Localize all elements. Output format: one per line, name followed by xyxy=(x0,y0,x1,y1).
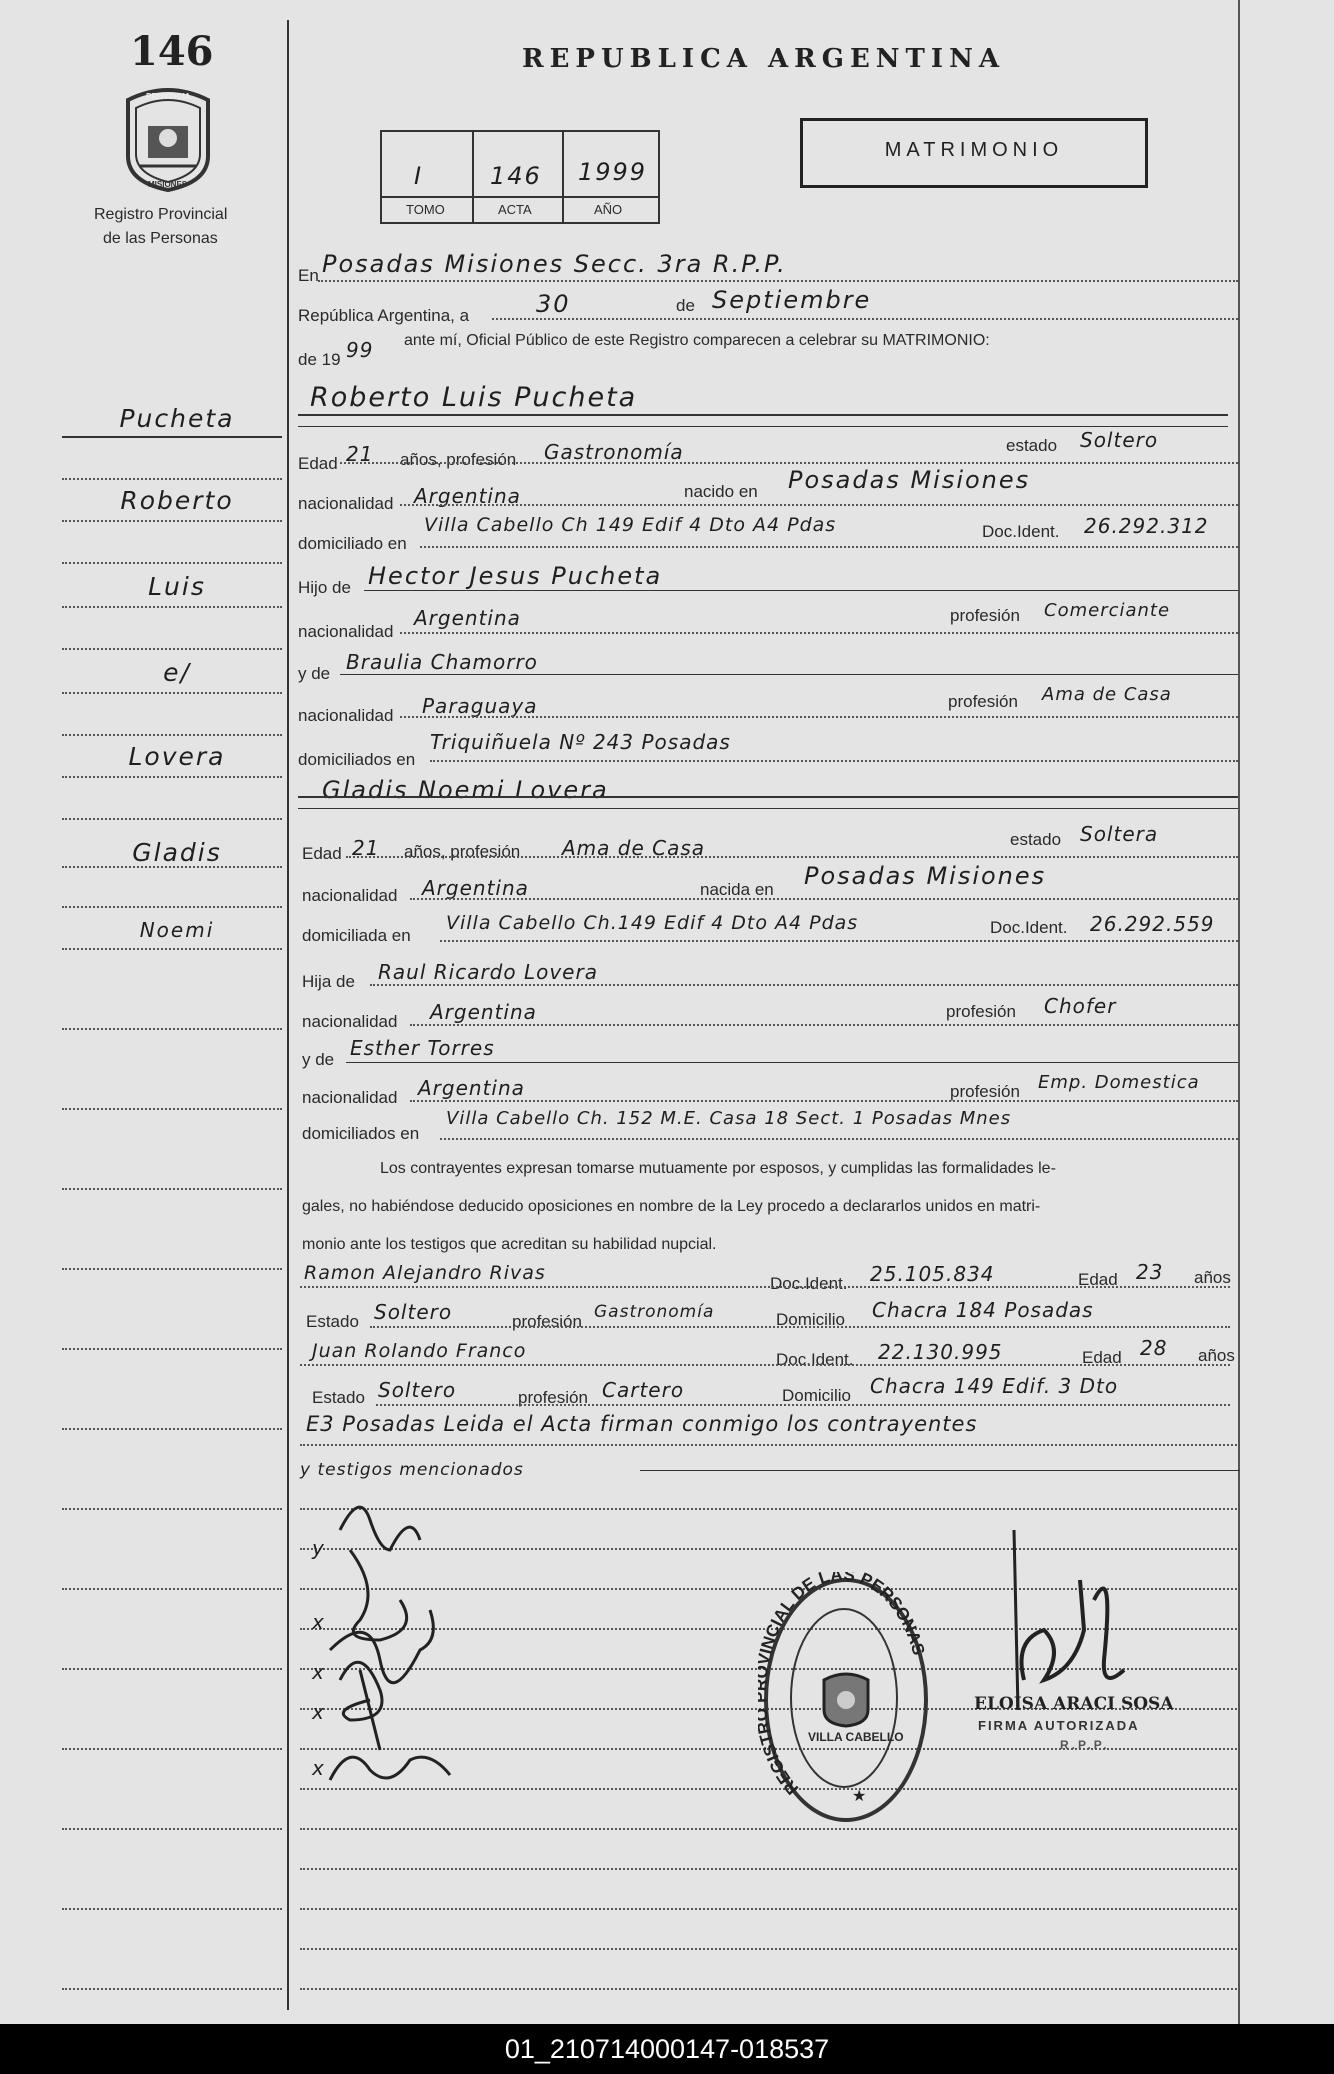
witness-1-profession: Gastronomía xyxy=(594,1302,715,1322)
bride-mother-nat: Argentina xyxy=(418,1076,525,1100)
witness-1-prof-label: profesión xyxy=(512,1312,582,1331)
groom-estado: Soltero xyxy=(1080,428,1159,452)
acta-value: 146 xyxy=(490,162,542,190)
record-box xyxy=(380,130,660,224)
sig-marker-4: x xyxy=(312,1700,325,1724)
bride-doc: 26.292.559 xyxy=(1090,912,1215,936)
place-value: Posadas Misiones Secc. 3ra R.P.P. xyxy=(322,250,787,278)
seal-text-top: PROVINCIA xyxy=(146,92,191,101)
witness-1-anos-label: años xyxy=(1194,1268,1231,1287)
bride-nacida-label: nacida en xyxy=(700,880,774,899)
stamp-ring-svg xyxy=(758,1572,926,1820)
witness-1-estado-label: Estado xyxy=(306,1312,359,1331)
svg-text:REGISTRO PROVINCIAL DE LAS PER xyxy=(758,1572,926,1798)
bride-y-de-label: y de xyxy=(302,1050,335,1069)
sig-marker-3: x xyxy=(312,1660,325,1684)
declaration-line-3: monio ante los testigos que acreditan su habilidad nupcial. xyxy=(302,1236,717,1253)
groom-doc-label: Doc.Ident. xyxy=(982,522,1060,541)
ano-label: AÑO xyxy=(594,202,623,217)
record-type-box xyxy=(800,118,1148,188)
groom-hijo-label: Hijo de xyxy=(298,578,351,597)
witness-1-address: Chacra 184 Posadas xyxy=(872,1298,1094,1322)
signatures-graphic xyxy=(320,1490,480,1800)
stamp-star-icon: ★ xyxy=(852,1788,867,1805)
groom-age: 21 xyxy=(346,442,374,466)
groom-mother-prof-label: profesión xyxy=(948,692,1018,711)
witness-2-estado-label: Estado xyxy=(312,1388,365,1407)
groom-birthplace: Posadas Misiones xyxy=(788,466,1031,494)
witness-2-doc: 22.130.995 xyxy=(878,1340,1003,1364)
official-role: FIRMA AUTORIZADA xyxy=(978,1718,1140,1733)
bride-father-prof: Chofer xyxy=(1044,994,1117,1018)
witness-2-doc-label: Doc.Ident. xyxy=(776,1350,854,1369)
day-value: 30 xyxy=(536,290,571,318)
groom-profesion-label: años, profesión xyxy=(400,450,517,469)
month-value: Septiembre xyxy=(712,286,872,314)
witness-1-edad-label: Edad xyxy=(1078,1270,1118,1289)
margin-divider xyxy=(287,20,289,2010)
witness-1-name: Ramon Alejandro Rivas xyxy=(304,1262,546,1284)
witness-1-age: 23 xyxy=(1136,1260,1164,1284)
official-signature xyxy=(1004,1520,1144,1720)
stamp-ring-textpath: REGIST INCIAL DE LAS PERSONA xyxy=(758,1572,925,1799)
groom-dom-label: domiciliado en xyxy=(298,534,407,553)
acta-label: ACTA xyxy=(498,202,532,217)
bride-father: Raul Ricardo Lovera xyxy=(378,960,598,984)
tomo-value: I xyxy=(414,162,424,190)
groom-parents-address: Triquiñuela Nº 243 Posadas xyxy=(430,730,731,754)
right-border xyxy=(1238,0,1240,2024)
declaration-line-2: gales, no habiéndose deducido oposiciones en nombre de la Ley procedo a declararlos unidos en matri- xyxy=(302,1198,1041,1215)
declaration-line-1: Los contrayentes expresan tomarse mutuamente por esposos, y cumplidas las formalidades le- xyxy=(380,1160,1056,1177)
bride-parents-dom-label: domiciliados en xyxy=(302,1124,420,1143)
margin-name-groom-1: Roberto xyxy=(120,486,234,515)
bride-edad-label: Edad xyxy=(302,844,342,863)
witness-1-doc: 25.105.834 xyxy=(870,1262,995,1286)
groom-father-nat-label: nacionalidad xyxy=(298,622,394,641)
groom-father-prof-label: profesión xyxy=(950,606,1020,625)
closing-line-1: E3 Posadas Leida el Acta firman conmigo los contrayentes xyxy=(306,1412,978,1436)
record-type: MATRIMONIO xyxy=(884,139,1064,161)
bride-father-prof-label: profesión xyxy=(946,1002,1016,1021)
sig-marker-1: y xyxy=(312,1536,325,1560)
groom-address: Villa Cabello Ch 149 Edif 4 Dto A4 Pdas xyxy=(424,514,837,536)
witness-2-estado: Soltero xyxy=(378,1378,457,1402)
scan-id-footer: 01_210714000147-018537 xyxy=(0,2024,1334,2074)
witness-2-edad-label: Edad xyxy=(1082,1348,1122,1367)
bride-father-nat-label: nacionalidad xyxy=(302,1012,398,1031)
margin-name-bride-1: Gladis xyxy=(132,838,222,867)
witness-1-doc-label: Doc.Ident. xyxy=(770,1274,848,1293)
groom-mother: Braulia Chamorro xyxy=(346,650,538,674)
republica-label: República Argentina, a xyxy=(298,306,470,325)
bride-profesion-label: años, profesión xyxy=(404,842,521,861)
provincial-seal-icon xyxy=(122,86,214,192)
groom-nacido-label: nacido en xyxy=(684,482,758,501)
sig-marker-5: x xyxy=(312,1756,325,1780)
bride-father-nat: Argentina xyxy=(430,1000,537,1024)
bride-estado: Soltera xyxy=(1080,822,1159,846)
groom-y-de-label: y de xyxy=(298,664,331,683)
groom-mother-prof: Ama de Casa xyxy=(1042,684,1172,705)
bride-nat-label: nacionalidad xyxy=(302,886,398,905)
registry-line-1: Registro Provincial xyxy=(94,206,228,223)
witness-2-prof-label: profesión xyxy=(518,1388,588,1407)
stamp-center-text: VILLA CABELLO xyxy=(808,1730,904,1744)
sig-marker-2: x xyxy=(312,1610,325,1634)
witness-1-dom-label: Domicilio xyxy=(776,1310,845,1329)
bride-mother: Esther Torres xyxy=(350,1036,495,1060)
margin-surname-bride: Lovera xyxy=(128,742,226,771)
official-name: ELOISA ARACI SOSA xyxy=(974,1694,1174,1714)
groom-estado-label: estado xyxy=(1006,436,1058,455)
official-org: R.P.P. xyxy=(1060,1738,1110,1752)
groom-mother-nat: Paraguaya xyxy=(422,694,538,718)
year-prefix: de 19 xyxy=(298,350,341,369)
bride-address: Villa Cabello Ch.149 Edif 4 Dto A4 Pdas xyxy=(446,912,859,934)
bride-nationality: Argentina xyxy=(422,876,529,900)
bride-profession: Ama de Casa xyxy=(562,836,706,860)
groom-edad-label: Edad xyxy=(298,454,338,473)
bride-age: 21 xyxy=(352,836,380,860)
bride-dom-label: domiciliada en xyxy=(302,926,411,945)
witness-1-estado: Soltero xyxy=(374,1300,453,1324)
groom-parents-dom-label: domiciliados en xyxy=(298,750,416,769)
groom-doc: 26.292.312 xyxy=(1084,514,1209,538)
bride-hija-label: Hija de xyxy=(302,972,355,991)
en-label: En xyxy=(298,266,319,285)
bride-parents-address: Villa Cabello Ch. 152 M.E. Casa 18 Sect. 1 Posadas Mnes xyxy=(446,1108,1012,1129)
witness-2-name: Juan Rolando Franco xyxy=(312,1340,527,1362)
groom-name: Roberto Luis Pucheta xyxy=(310,382,638,413)
bride-mother-nat-label: nacionalidad xyxy=(302,1088,398,1107)
groom-profession: Gastronomía xyxy=(544,440,684,464)
page-number: 146 xyxy=(130,28,214,75)
groom-mother-nat-label: nacionalidad xyxy=(298,706,394,725)
groom-father-nat: Argentina xyxy=(414,606,521,630)
closing-line-2: y testigos mencionados xyxy=(300,1460,524,1480)
margin-conjunction: e/ xyxy=(163,658,191,687)
year-value: 99 xyxy=(346,338,374,362)
groom-father: Hector Jesus Pucheta xyxy=(368,562,663,590)
margin-name-bride-2: Noemi xyxy=(139,918,215,942)
groom-nat-label: nacionalidad xyxy=(298,494,394,513)
country-title: REPUBLICA ARGENTINA xyxy=(522,44,1006,74)
tomo-label: TOMO xyxy=(406,202,445,217)
registry-line-2: de las Personas xyxy=(103,230,218,247)
bride-mother-prof-label: profesión xyxy=(950,1082,1020,1101)
bride-name: Gladis Noemi Lovera xyxy=(322,776,609,804)
witness-2-address: Chacra 149 Edif. 3 Dto xyxy=(870,1374,1119,1398)
witness-2-dom-label: Domicilio xyxy=(782,1386,851,1405)
ano-value: 1999 xyxy=(578,158,648,186)
intro-text: ante mí, Oficial Público de este Registro comparecen a celebrar su MATRIMONIO: xyxy=(404,332,990,349)
witness-2-anos-label: años xyxy=(1198,1346,1235,1365)
bride-mother-prof: Emp. Domestica xyxy=(1038,1072,1200,1093)
groom-father-prof: Comerciante xyxy=(1044,600,1171,621)
margin-surname-groom: Pucheta xyxy=(119,404,235,433)
witness-2-age: 28 xyxy=(1140,1336,1168,1360)
de-label: de xyxy=(676,296,695,315)
bride-doc-label: Doc.Ident. xyxy=(990,918,1068,937)
seal-text-bottom: MISIONES xyxy=(148,180,188,189)
bride-birthplace: Posadas Misiones xyxy=(804,862,1047,890)
groom-nationality: Argentina xyxy=(414,484,521,508)
margin-name-groom-2: Luis xyxy=(148,572,206,601)
witness-2-profession: Cartero xyxy=(602,1378,685,1402)
bride-estado-label: estado xyxy=(1010,830,1062,849)
